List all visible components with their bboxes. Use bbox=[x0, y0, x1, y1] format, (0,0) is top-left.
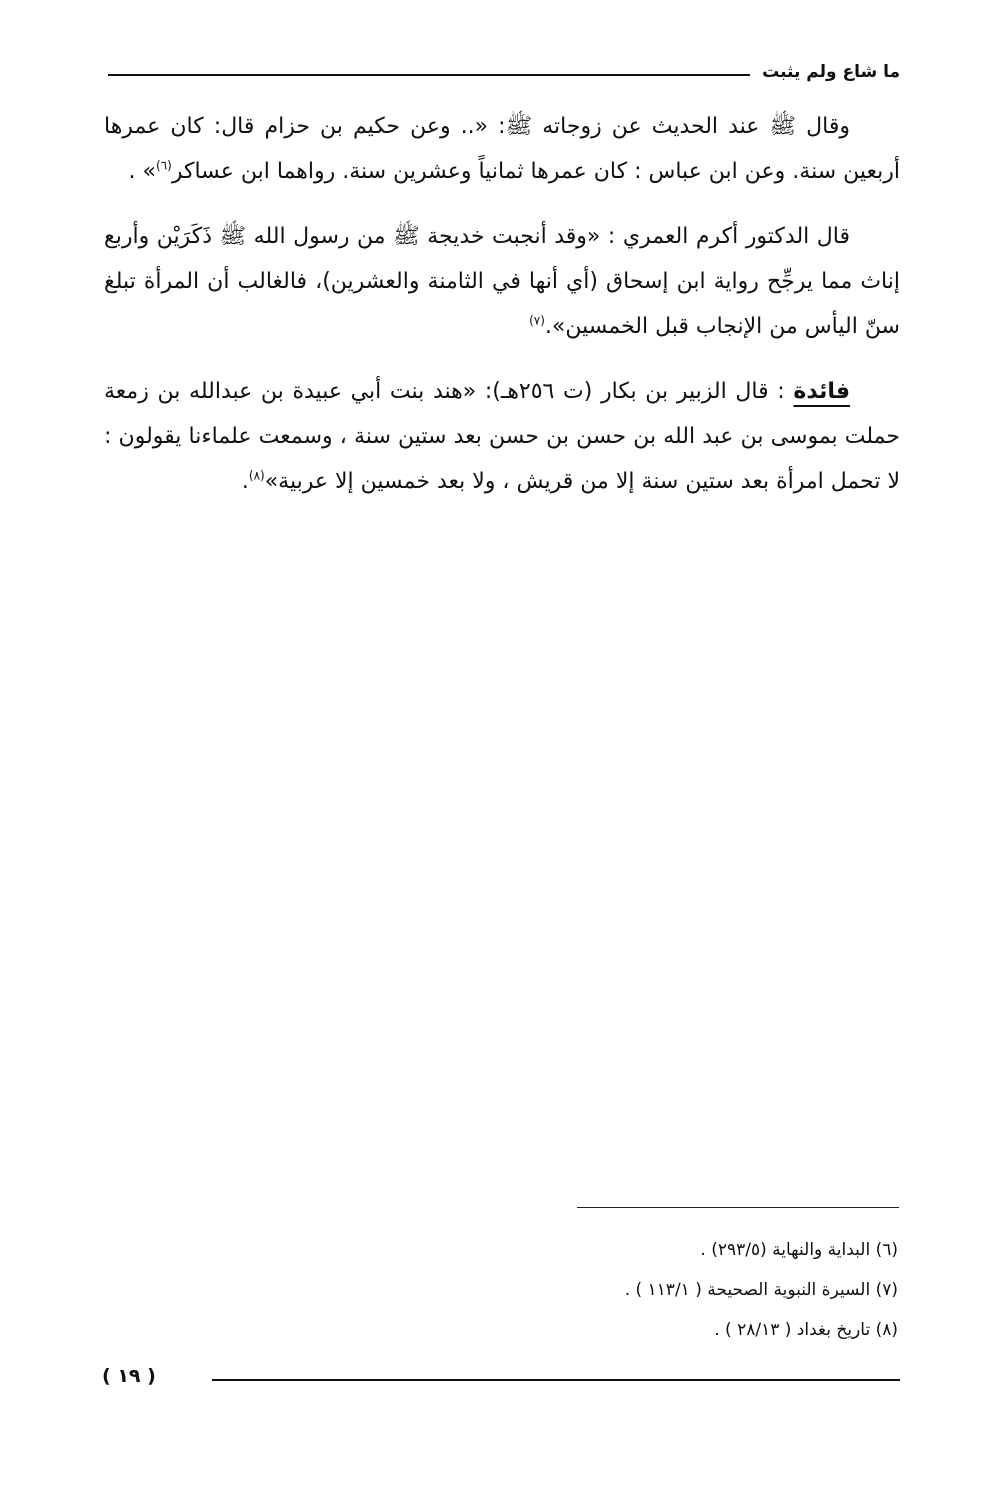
footnote-ref-8[interactable]: (٨) bbox=[248, 468, 265, 483]
paragraph-2 bbox=[104, 214, 900, 349]
footnote-8: (٨) تاريخ بغداد ( ٢٨/١٣ ) . bbox=[714, 1320, 898, 1340]
paragraph-1-end: » . bbox=[128, 159, 156, 184]
footnotes bbox=[300, 1230, 898, 1350]
page-footer bbox=[102, 1362, 900, 1392]
page-number: ( ١٩ ) bbox=[102, 1365, 156, 1387]
footnote-separator bbox=[577, 1207, 899, 1208]
body-text bbox=[104, 104, 900, 524]
running-header bbox=[108, 58, 900, 88]
running-title: ما شاع ولم يثبت bbox=[762, 62, 900, 82]
footnote-6: (٦) البداية والنهاية (٢٩٣/٥) . bbox=[700, 1240, 898, 1260]
faida-label: فائدة bbox=[793, 379, 850, 404]
footer-rule bbox=[212, 1379, 900, 1381]
footnote-ref-7[interactable]: (٧) bbox=[529, 313, 545, 328]
paragraph-3-end: . bbox=[241, 469, 249, 494]
footnote-ref-6[interactable]: (٦) bbox=[156, 158, 172, 173]
paragraph-3-text: : قال الزبير بن بكار (ت ٢٥٦هـ): «هند بنت أبي عبيدة بن عبدالله بن زمعة حملت بموسى بن عبد الله بن حسن بن حسن بعد ستين سنة ، وسمعت علماءنا يقولون : لا تحمل امرأة بعد ستين سنة إلا من قريش ، ولا بعد خمسين إلا عربية» bbox=[104, 379, 900, 494]
footnote-7: (٧) السيرة النبوية الصحيحة ( ١١٣/١ ) . bbox=[624, 1280, 898, 1300]
paragraph-1 bbox=[104, 104, 900, 194]
paragraph-1-text: وقال ﷺ عند الحديث عن زوجاته ﷺ: «.. وعن حكيم بن حزام قال: كان عمرها أربعين سنة. وعن ابن عباس : كان عمرها ثمانياً وعشرين سنة. رواهما ابن عساكر bbox=[104, 114, 900, 184]
paragraph-3 bbox=[104, 369, 900, 504]
header-rule bbox=[108, 74, 750, 76]
paragraph-2-text: قال الدكتور أكرم العمري : «وقد أنجبت خديجة ﷺ من رسول الله ﷺ ذَكَرَيْن وأربع إناث مما يرجِّح رواية ابن إسحاق (أي أنها في الثامنة والعشرين)، فالغالب أن المرأة تبلغ سنّ اليأس من الإنجاب قبل الخمسين». bbox=[104, 224, 900, 339]
